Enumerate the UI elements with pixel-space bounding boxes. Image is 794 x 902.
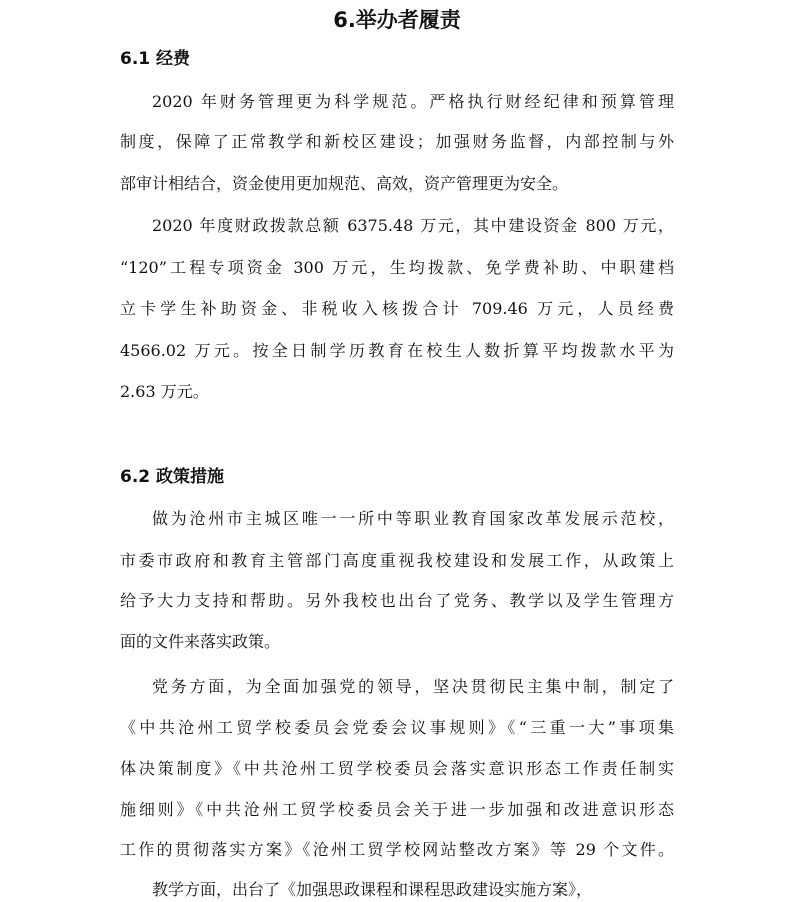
paragraph-line: 2020 年财务管理更为科学规范。严格执行财经纪律和预算管理 bbox=[152, 92, 674, 111]
paragraph-line: 部审计相结合，资金使用更加规范、高效，资产管理更为安全。 bbox=[120, 174, 569, 193]
paragraph-line: 面的文件来落实政策。 bbox=[120, 632, 281, 651]
paragraph-line: 制度，保障了正常教学和新校区建设；加强财务监督，内部控制与外 bbox=[120, 132, 674, 151]
paragraph-line: 2.63 万元。 bbox=[120, 382, 209, 401]
paragraph-line: 4566.02 万元。按全日制学历教育在校生人数折算平均拨款水平为 bbox=[120, 341, 674, 360]
paragraph-line: 《中共沧州工贸学校委员会党委会议事规则》《“三重一大”事项集 bbox=[120, 718, 674, 737]
paragraph-line: 体决策制度》《中共沧州工贸学校委员会落实意识形态工作责任制实 bbox=[120, 759, 674, 778]
paragraph-line: 党务方面，为全面加强党的领导，坚决贯彻民主集中制，制定了 bbox=[152, 677, 674, 696]
paragraph-line: 教学方面，出台了《加强思政课程和课程思政建设实施方案》， bbox=[152, 880, 593, 899]
paragraph-line: 市委市政府和教育主管部门高度重视我校建设和发展工作，从政策上 bbox=[120, 551, 674, 570]
paragraph-line: 做为沧州市主城区唯一一所中等职业教育国家改革发展示范校， bbox=[152, 509, 674, 528]
paragraph-line: 立卡学生补助资金、非税收入核拨合计 709.46 万元，人员经费 bbox=[120, 299, 674, 318]
paragraph-line: 给予大力支持和帮助。另外我校也出台了党务、教学以及学生管理方 bbox=[120, 591, 674, 610]
paragraph-line: 工作的贯彻落实方案》《沧州工贸学校网站整改方案》等 29 个文件。 bbox=[120, 840, 674, 859]
paragraph-line: “120”工程专项资金 300 万元，生均拨款、免学费补助、中职建档 bbox=[120, 258, 674, 277]
paragraph-line: 2020 年度财政拨款总额 6375.48 万元，其中建设资金 800 万元， bbox=[152, 216, 674, 235]
section-heading-policy: 6.2 政策措施 bbox=[120, 467, 225, 487]
paragraph-line: 施细则》《中共沧州工贸学校委员会关于进一步加强和改进意识形态 bbox=[120, 800, 674, 819]
page-title: 6.举办者履责 bbox=[333, 8, 461, 32]
section-heading-funding: 6.1 经费 bbox=[120, 49, 191, 69]
